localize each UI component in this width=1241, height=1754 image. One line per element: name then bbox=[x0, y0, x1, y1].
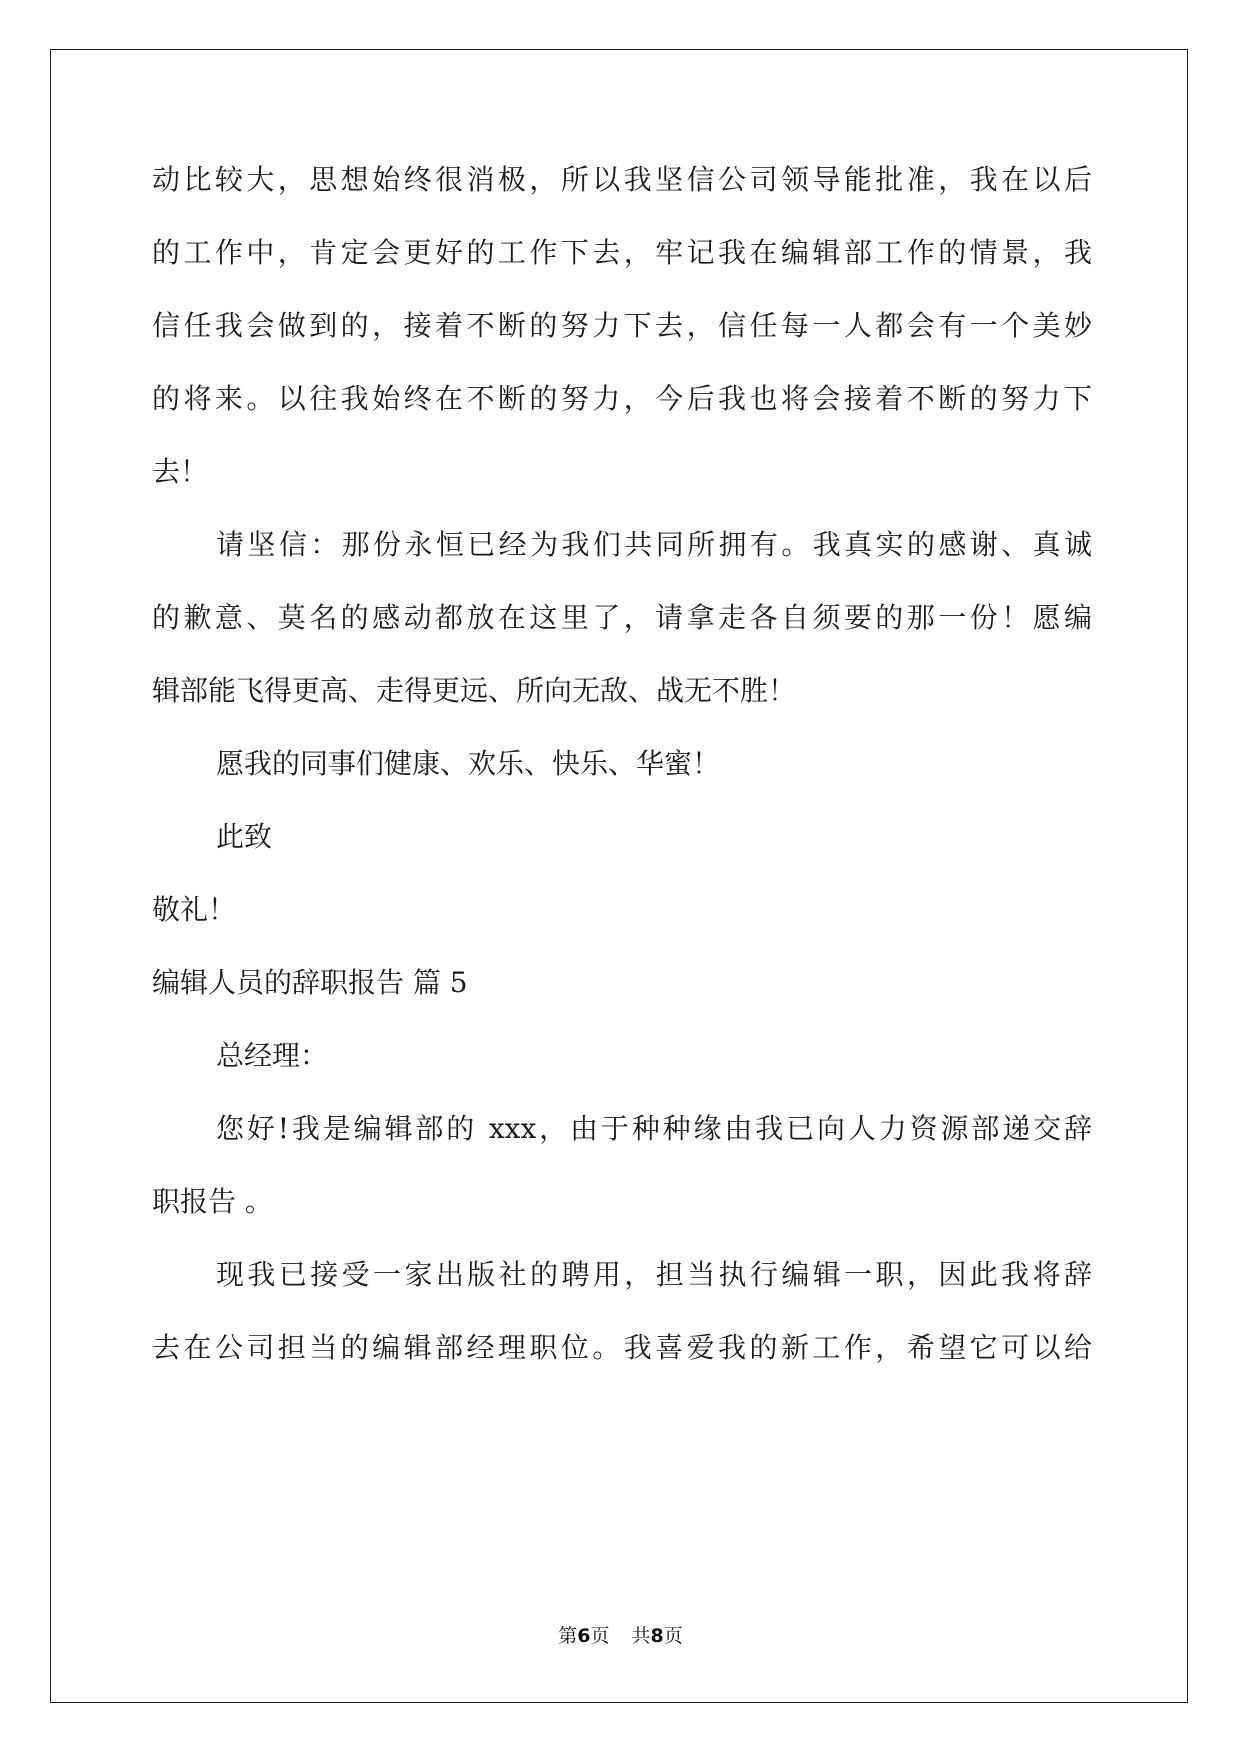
total-prefix: 共 bbox=[631, 1625, 651, 1647]
salutation-line: 敬礼！ bbox=[152, 893, 237, 926]
paragraph-line: 的歉意、莫名的感动都放在这里了，请拿走各自须要的那一份！愿编 bbox=[152, 601, 1092, 634]
paragraph-line: 的将来。以往我始终在不断的努力，今后我也将会接着不断的努力下 bbox=[152, 382, 1092, 415]
paragraph-line: 去！ bbox=[152, 455, 209, 488]
page-prefix: 第 bbox=[558, 1625, 578, 1647]
page-frame bbox=[50, 49, 1188, 1703]
paragraph-line: 职报告 。 bbox=[152, 1185, 273, 1218]
paragraph-line: 您好!我是编辑部的 xxx，由于种种缘由我已向人力资源部递交辞 bbox=[216, 1112, 1092, 1145]
paragraph-line: 动比较大，思想始终很消极，所以我坚信公司领导能批准，我在以后 bbox=[152, 163, 1092, 196]
total-pages-number: 8 bbox=[650, 1625, 664, 1647]
paragraph-line: 请坚信：那份永恒已经为我们共同所拥有。我真实的感谢、真诚 bbox=[216, 528, 1092, 561]
page-footer bbox=[0, 1624, 1241, 1648]
paragraph-line: 辑部能飞得更高、走得更远、所向无敌、战无不胜！ bbox=[152, 674, 797, 707]
paragraph-line: 的工作中，肯定会更好的工作下去，牢记我在编辑部工作的情景，我 bbox=[152, 236, 1092, 269]
paragraph-line: 信任我会做到的，接着不断的努力下去，信任每一人都会有一个美妙 bbox=[152, 309, 1092, 342]
page-unit: 页 bbox=[590, 1625, 610, 1647]
addressee-line: 总经理： bbox=[216, 1039, 329, 1072]
paragraph-line: 现我已接受一家出版社的聘用，担当执行编辑一职，因此我将辞 bbox=[216, 1258, 1092, 1291]
paragraph-line: 愿我的同事们健康、欢乐、快乐、华蜜！ bbox=[216, 747, 721, 780]
current-page-number: 6 bbox=[577, 1625, 591, 1647]
closing-line: 此致 bbox=[216, 820, 273, 853]
total-unit: 页 bbox=[663, 1625, 683, 1647]
section-heading: 编辑人员的辞职报告 篇 5 bbox=[152, 966, 468, 999]
paragraph-line: 去在公司担当的编辑部经理职位。我喜爱我的新工作，希望它可以给 bbox=[152, 1331, 1092, 1364]
